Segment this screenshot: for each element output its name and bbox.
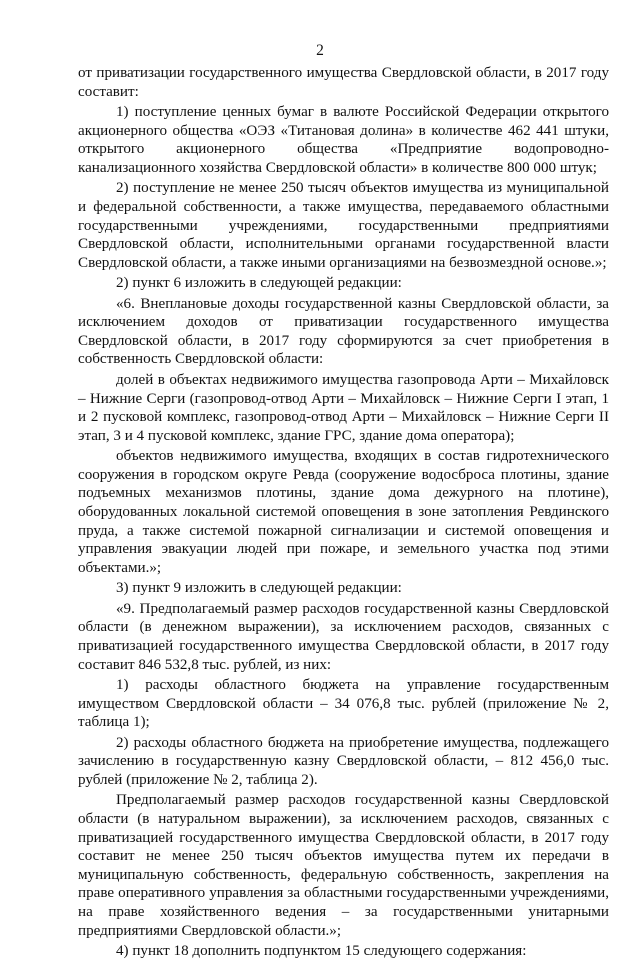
paragraph-item-property-transfer: 2) поступление не менее 250 тысяч объектов имущества из муниципальной и федеральной собственности, а также имущества, передаваемого областными государственными учреждениями, государственными предприятиями Свердловской области, исполнительными органами государственной власти Свердловской области, а также иными организациями на безвозмездной основе.»; (78, 180, 609, 271)
paragraph-point-9-text: «9. Предполагаемый размер расходов государственной казны Свердловской области (в денежном выражении), за исключением расходов, связанных с приватизацией государственного имущества Свердловской области, в 2017 году составит 846 532,8 тыс. рублей, из них: (78, 600, 609, 673)
paragraph-item-securities: 1) поступление ценных бумаг в валюте Российской Федерации открытого акционерного общества «ОЭЗ «Титановая долина» в количестве 462 441 штуки, открытого акционерного общества «Предприятие водопроводно-канализационного хозяйства Свердловской области» в количестве 800 000 штук; (78, 104, 609, 176)
paragraph-expense-acquisition: 2) расходы областного бюджета на приобретение имущества, подлежащего зачислению в государственную казну Свердловской области, – 812 456,0 тыс. рублей (приложение № 2, таблица 2). (78, 734, 609, 788)
paragraph-amendment-point-6: 2) пункт 6 изложить в следующей редакции: (116, 275, 402, 292)
paragraph-continuation: от приватизации государственного имущества Свердловской области, в 2017 году составит: (78, 65, 609, 100)
paragraph-amendment-point-9: 3) пункт 9 изложить в следующей редакции: (116, 580, 402, 597)
page-number: 2 (316, 42, 324, 59)
paragraph-gas-pipeline-shares: долей в объектах недвижимого имущества газопровода Арти – Михайловск – Нижние Серги (газопровод-отвод Арти – Михайловск – Нижние Серги I этап, 1 и 2 пусковой комплекс, газопровод-отвод Арти – Михайловск – Нижние Серги II этап, 3 и 4 пусковой комплекс, здание ГРС, здание дома оператора); (78, 371, 609, 444)
document-body (78, 64, 609, 961)
paragraph-point-6-text: «6. Внеплановые доходы государственной казны Свердловской области, за исключением доходов от приватизации государственного имущества Свердловской области, в 2017 году сформируются за счет приобретения в собственность Свердловской области: (78, 295, 609, 368)
paragraph-hydro-structure: объектов недвижимого имущества, входящих в состав гидротехнического сооружения в городском округе Ревда (сооружение водосброса плотины, здание подъемных механизмов плотины, здание дома дежурного на плотине), оборудованных локальной системой оповещения в зоне затопления Ревдинского пруда, а также системой пожарной сигнализации и системой оповещения и управления эвакуации людей при пожаре, и земельного участка под этими объектами.»; (78, 448, 609, 576)
paragraph-amendment-point-18: 4) пункт 18 дополнить подпунктом 15 следующего содержания: (116, 943, 527, 959)
paragraph-expense-management: 1) расходы областного бюджета на управление государственным имуществом Свердловской области – 34 076,8 тыс. рублей (приложение № 2, таблица 1); (78, 677, 609, 731)
paragraph-natural-expenses: Предполагаемый размер расходов государственной казны Свердловской области (в натуральном выражении), за исключением расходов, связанных с приватизацией государственного имущества Свердловской области, в 2017 году составит не менее 250 тысяч объектов имущества путем их передачи в муниципальную собственность, федеральную собственность, закрепления на праве оперативного управления за областными государственными учреждениями, на праве хозяйственного ведения – за государственными унитарными предприятиями Свердловской области.»; (78, 792, 609, 939)
